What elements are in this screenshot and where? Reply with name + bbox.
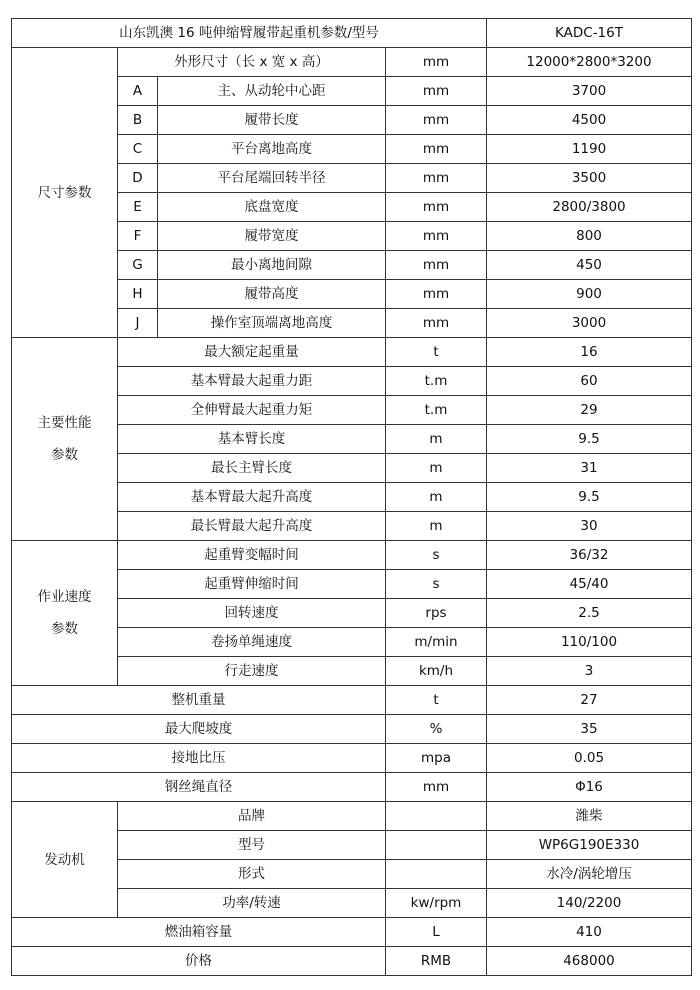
- row-label: 起重臂变幅时间: [118, 541, 386, 570]
- row-code: C: [118, 135, 158, 164]
- group-label-line: 参数: [51, 621, 78, 637]
- row-label: 全伸臂最大起重力矩: [118, 396, 386, 425]
- group-label-line: 主要性能: [37, 415, 92, 431]
- row-value: 3700: [487, 77, 692, 106]
- model-number: KADC-16T: [487, 19, 692, 48]
- row-value: 410: [487, 918, 692, 947]
- row-label: 接地比压: [12, 744, 386, 773]
- row-label: 底盘宽度: [158, 193, 386, 222]
- row-unit: mm: [386, 222, 487, 251]
- row-value: 3000: [487, 309, 692, 338]
- table-row: [12, 48, 692, 77]
- row-value: 2800/3800: [487, 193, 692, 222]
- table-title: 山东凯澳 16 吨伸缩臂履带起重机参数/型号: [12, 19, 487, 48]
- row-label: 卷扬单绳速度: [118, 628, 386, 657]
- header-row: [12, 19, 692, 48]
- row-unit: mm: [386, 280, 487, 309]
- row-label: 形式: [118, 860, 386, 889]
- row-value: 31: [487, 454, 692, 483]
- row-value: 9.5: [487, 425, 692, 454]
- row-unit: mm: [386, 164, 487, 193]
- row-unit: %: [386, 715, 487, 744]
- row-unit: mm: [386, 77, 487, 106]
- row-value: WP6G190E330: [487, 831, 692, 860]
- row-code: B: [118, 106, 158, 135]
- row-value: 12000*2800*3200: [487, 48, 692, 77]
- row-code: A: [118, 77, 158, 106]
- spec-table: [11, 18, 692, 976]
- row-value: Φ16: [487, 773, 692, 802]
- row-value: 3500: [487, 164, 692, 193]
- table-row: [12, 744, 692, 773]
- row-unit: [386, 831, 487, 860]
- row-unit: mpa: [386, 744, 487, 773]
- group-label-line: 参数: [51, 447, 78, 463]
- row-unit: m/min: [386, 628, 487, 657]
- row-code: F: [118, 222, 158, 251]
- row-value: 27: [487, 686, 692, 715]
- group-label-line: 作业速度: [37, 589, 92, 605]
- row-unit: mm: [386, 309, 487, 338]
- row-unit: kw/rpm: [386, 889, 487, 918]
- row-label: 钢丝绳直径: [12, 773, 386, 802]
- row-label: 最长臂最大起升高度: [118, 512, 386, 541]
- row-unit: t.m: [386, 367, 487, 396]
- row-label: 基本臂最大起重力距: [118, 367, 386, 396]
- group-speed: [12, 541, 118, 686]
- row-label: 最大额定起重量: [118, 338, 386, 367]
- group-engine: 发动机: [12, 802, 118, 918]
- row-value: 9.5: [487, 483, 692, 512]
- row-value: 4500: [487, 106, 692, 135]
- row-value: 水冷/涡轮增压: [487, 860, 692, 889]
- row-value: 3: [487, 657, 692, 686]
- row-unit: rps: [386, 599, 487, 628]
- row-value: 1190: [487, 135, 692, 164]
- row-label: 平台离地高度: [158, 135, 386, 164]
- row-unit: m: [386, 512, 487, 541]
- table-row: [12, 773, 692, 802]
- row-unit: m: [386, 454, 487, 483]
- row-label: 平台尾端回转半径: [158, 164, 386, 193]
- row-value: 60: [487, 367, 692, 396]
- row-value: 36/32: [487, 541, 692, 570]
- row-label: 主、从动轮中心距: [158, 77, 386, 106]
- row-value: 29: [487, 396, 692, 425]
- row-code: G: [118, 251, 158, 280]
- row-label: 起重臂伸缩时间: [118, 570, 386, 599]
- row-unit: mm: [386, 193, 487, 222]
- group-performance: [12, 338, 118, 541]
- row-unit: mm: [386, 106, 487, 135]
- row-value: 450: [487, 251, 692, 280]
- row-unit: t: [386, 686, 487, 715]
- row-value: 140/2200: [487, 889, 692, 918]
- row-label: 回转速度: [118, 599, 386, 628]
- table-row: [12, 802, 692, 831]
- row-unit: km/h: [386, 657, 487, 686]
- row-label: 操作室顶端离地高度: [158, 309, 386, 338]
- row-unit: t.m: [386, 396, 487, 425]
- row-label: 燃油箱容量: [12, 918, 386, 947]
- row-code: J: [118, 309, 158, 338]
- row-label: 品牌: [118, 802, 386, 831]
- group-dimensions: 尺寸参数: [12, 48, 118, 338]
- table-row: [12, 338, 692, 367]
- row-label: 最大爬坡度: [12, 715, 386, 744]
- row-label: 履带宽度: [158, 222, 386, 251]
- row-label: 基本臂最大起升高度: [118, 483, 386, 512]
- row-label: 功率/转速: [118, 889, 386, 918]
- row-unit: [386, 802, 487, 831]
- row-value: 45/40: [487, 570, 692, 599]
- table-row: [12, 686, 692, 715]
- table-row: [12, 918, 692, 947]
- row-value: 35: [487, 715, 692, 744]
- row-unit: s: [386, 570, 487, 599]
- table-row: [12, 541, 692, 570]
- row-unit: mm: [386, 773, 487, 802]
- table-row: [12, 715, 692, 744]
- row-label: 最小离地间隙: [158, 251, 386, 280]
- row-label: 行走速度: [118, 657, 386, 686]
- row-value: 2.5: [487, 599, 692, 628]
- row-label: 最长主臂长度: [118, 454, 386, 483]
- row-unit: mm: [386, 251, 487, 280]
- row-unit: RMB: [386, 947, 487, 976]
- row-code: E: [118, 193, 158, 222]
- row-value: 110/100: [487, 628, 692, 657]
- row-unit: t: [386, 338, 487, 367]
- row-label: 整机重量: [12, 686, 386, 715]
- row-value: 900: [487, 280, 692, 309]
- row-code: H: [118, 280, 158, 309]
- row-label: 基本臂长度: [118, 425, 386, 454]
- row-label: 价格: [12, 947, 386, 976]
- row-value: 468000: [487, 947, 692, 976]
- row-unit: mm: [386, 48, 487, 77]
- row-label: 履带长度: [158, 106, 386, 135]
- row-value: 30: [487, 512, 692, 541]
- row-value: 800: [487, 222, 692, 251]
- row-unit: m: [386, 483, 487, 512]
- row-unit: L: [386, 918, 487, 947]
- row-unit: m: [386, 425, 487, 454]
- row-label: 外形尺寸（长 x 宽 x 高）: [118, 48, 386, 77]
- row-unit: [386, 860, 487, 889]
- row-label: 型号: [118, 831, 386, 860]
- row-code: D: [118, 164, 158, 193]
- row-unit: s: [386, 541, 487, 570]
- table-row: [12, 947, 692, 976]
- row-value: 0.05: [487, 744, 692, 773]
- row-value: 16: [487, 338, 692, 367]
- row-value: 潍柴: [487, 802, 692, 831]
- row-label: 履带高度: [158, 280, 386, 309]
- row-unit: mm: [386, 135, 487, 164]
